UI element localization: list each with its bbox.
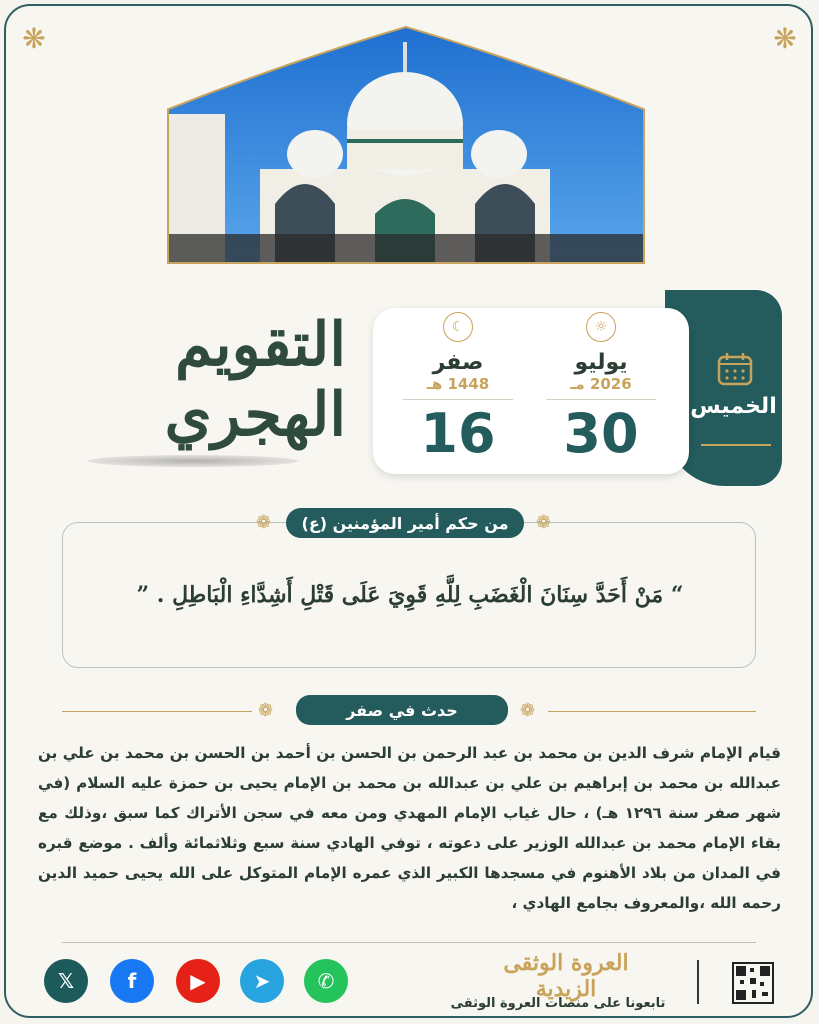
quote-header: من حكم أمير المؤمنين (ع) — [286, 508, 524, 538]
gregorian-year: 2026 مـ — [570, 375, 632, 393]
flower-ornament-icon: ❁ — [258, 700, 274, 721]
page-title: التقويم الهجري — [164, 310, 346, 450]
weekday-label: الخميس — [690, 394, 777, 419]
star-ornament-icon: ❋ — [22, 21, 46, 55]
hijri-date — [393, 312, 523, 465]
brand-logo: العروة الوثقى الزيدية — [503, 950, 629, 1002]
date-card — [373, 290, 782, 486]
gregorian-month: يوليو — [574, 350, 628, 375]
divider — [548, 711, 756, 712]
weekday-divider — [701, 444, 771, 446]
whatsapp-icon[interactable]: ✆ — [304, 959, 348, 1003]
hijri-month: صفر — [432, 350, 484, 375]
gregorian-date — [533, 312, 669, 465]
event-text: قيام الإمام شرف الدين بن محمد بن عبد الرحمن بن الحسن بن أحمد بن الحسن بن محمد بن علي بن عبدالله بن محمد بن إبراهيم بن علي بن عبدالله بن محمد بن الإمام يحيى بن حمزة عليه السلام (في شهر صفر سنة ١٢٩٦ هـ) ، حال غياب الإمام المهدي ومن معه في سجن الأتراك كما سبق ،وذلك مع بقاء الإمام محمد بن عبدالله الوزير على دعوته ، توفي الهادي سنة سبع وثلاثمائة وألف . موضع قبره في المدان من بلاد الأهنوم في مسجدها الكبير الذي عمره الإمام المتوكل على الله يحيى حميد الدين رحمه الله ،والمعروف بجامع الهادي ، — [38, 744, 782, 912]
footer-separator — [697, 960, 699, 1004]
telegram-icon[interactable]: ➤ — [240, 959, 284, 1003]
mosque-image — [165, 24, 647, 266]
follow-text: تابعونا على منصات العروة الوثقى — [450, 996, 666, 1011]
divider — [546, 399, 656, 400]
divider — [403, 399, 513, 400]
flower-ornament-icon: ❁ — [520, 700, 536, 721]
quote-text: “ مَنْ أَحَدَّ سِنَانَ الْغَضَبِ لِلَّهِ قَوِيَ عَلَى قَتْلِ أَشِدَّاءِ الْبَاطِلِ . ” — [136, 582, 684, 608]
hijri-day: 16 — [420, 402, 496, 465]
qr-code[interactable] — [732, 962, 774, 1004]
star-ornament-icon: ❋ — [773, 21, 797, 55]
gregorian-day: 30 — [563, 402, 639, 465]
crescent-icon: ☾ — [443, 312, 473, 342]
calendar-icon — [717, 352, 753, 386]
flower-ornament-icon: ❁ — [256, 512, 272, 533]
sun-calendar-icon: ☼ — [586, 312, 616, 342]
footer-divider — [62, 942, 756, 943]
divider — [62, 711, 252, 712]
hijri-year: 1448 هـ — [426, 375, 490, 393]
youtube-icon[interactable]: ▶ — [176, 959, 220, 1003]
flower-ornament-icon: ❁ — [536, 512, 552, 533]
event-header: حدث في صفر — [296, 695, 508, 725]
facebook-icon[interactable]: f — [110, 959, 154, 1003]
title-shadow — [88, 455, 298, 467]
x-icon[interactable]: 𝕏 — [44, 959, 88, 1003]
